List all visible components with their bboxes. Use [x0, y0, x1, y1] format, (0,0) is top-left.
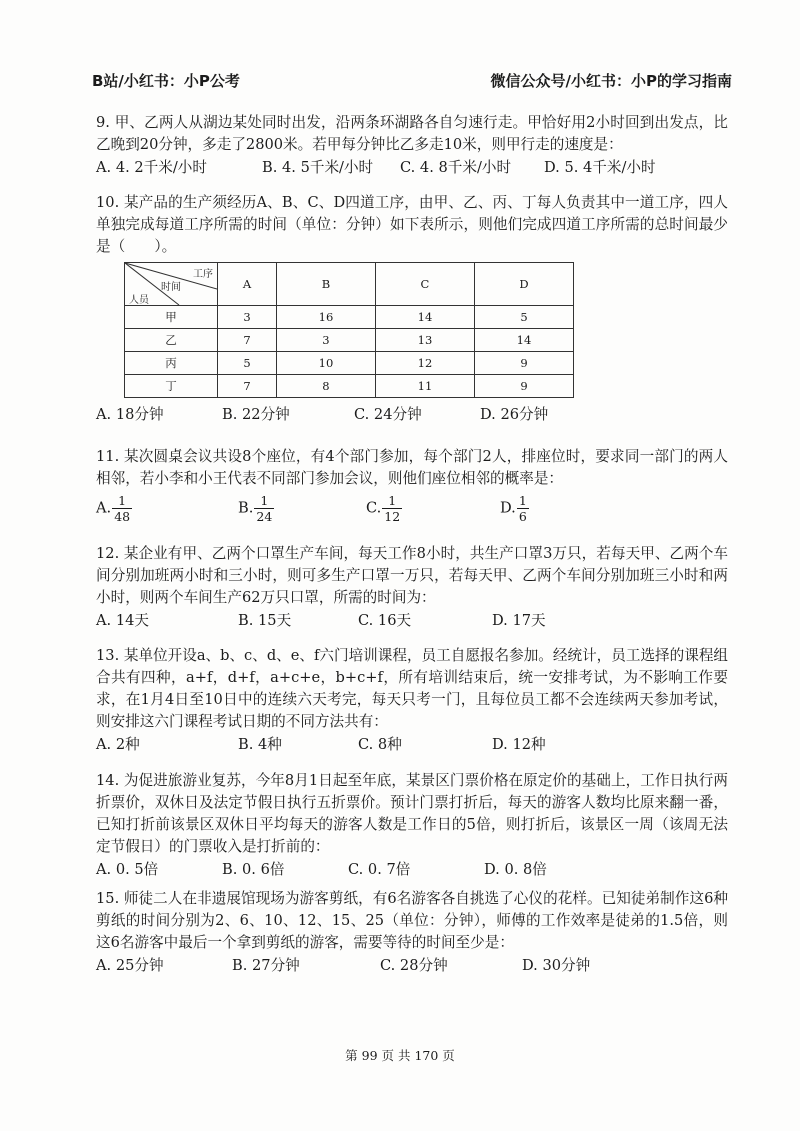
options: [96, 491, 728, 533]
denominator: 12: [384, 509, 401, 524]
option-b: B. 15天: [238, 612, 292, 629]
option-b: B. 22分钟: [222, 406, 290, 423]
table-cell: 16: [276, 306, 375, 329]
column-header: B: [276, 263, 375, 306]
row-header: 甲: [125, 306, 218, 329]
corner-label-time: 时间: [161, 282, 181, 293]
row-header: 丙: [125, 352, 218, 375]
fraction: [112, 493, 132, 524]
page-header: [92, 70, 732, 96]
row-header: 乙: [125, 329, 218, 352]
table-cell: 3: [276, 329, 375, 352]
row-header: 丁: [125, 375, 218, 398]
numerator: 1: [518, 493, 527, 508]
option-b: [238, 493, 274, 524]
question-13: [96, 645, 728, 758]
column-header: D: [474, 263, 573, 306]
numerator: 1: [112, 493, 132, 509]
option-a: A. 4. 2千米/小时: [96, 159, 207, 176]
option-d: D. 26分钟: [480, 406, 549, 423]
table-cell: 9: [474, 352, 573, 375]
option-label: B.: [238, 499, 254, 517]
question-text: 11. 某次圆桌会议共设8个座位，有4个部门参加，每个部门2人，排座位时，要求同一部门的两人相邻，若小李和小王代表不同部门参加会议，则他们座位相邻的概率是：: [96, 448, 728, 487]
question-text: 14. 为促进旅游业复苏，今年8月1日起至年底，某景区门票价格在原定价的基础上，工作日执行两折票价，双休日及法定节假日执行五折票价。预计门票打折后，每天的游客人数均比原来翻一番，已知打折前该景区双休日平均每天的游客人数是工作日的5倍，则打折后，该景区一周（该周无法定节假日）的门票收入是打折前的：: [96, 772, 728, 855]
denominator: 6: [518, 509, 527, 524]
numerator: 1: [382, 493, 402, 509]
option-a: [96, 493, 132, 524]
question-14: [96, 770, 728, 883]
option-a: A. 2种: [96, 736, 140, 753]
option-d: D. 17天: [492, 612, 546, 629]
option-c: C. 0. 7倍: [348, 861, 411, 878]
table-cell: 11: [375, 375, 474, 398]
denominator: 48: [114, 509, 131, 524]
option-label: D.: [500, 499, 516, 517]
table-corner-cell: [125, 263, 218, 306]
option-a: A. 18分钟: [96, 406, 164, 423]
process-time-table: [124, 262, 574, 398]
question-9: [96, 112, 728, 181]
question-15: [96, 888, 728, 979]
option-a: A. 0. 5倍: [96, 861, 159, 878]
options: [96, 955, 728, 979]
option-d: D. 30分钟: [522, 957, 591, 974]
option-c: C. 16天: [358, 612, 412, 629]
option-d: D. 12种: [492, 736, 546, 753]
options: [96, 734, 728, 758]
option-c: C. 8种: [358, 736, 402, 753]
option-label: A.: [96, 499, 112, 517]
option-d: [500, 493, 529, 524]
option-b: B. 0. 6倍: [222, 861, 285, 878]
fraction: [254, 493, 274, 524]
question-text: 13. 某单位开设a、b、c、d、e、f六门培训课程，员工自愿报名参加。经统计，员工选择的课程组合共有四种，a+f，d+f，a+c+e，b+c+f，所有培训结束后，统一安排考试，为不影响工作要求，在1月4日至10日中的连续六天考完，每天只考一门，且每位员工都不会连续两天参加考试，则安排这六门课程考试日期的不同方法共有：: [96, 647, 729, 730]
options: [96, 404, 728, 428]
table-cell: 3: [218, 306, 277, 329]
header-left-source: B站/小红书：小P公考: [92, 72, 240, 90]
question-11: [96, 446, 728, 533]
table-cell: 5: [474, 306, 573, 329]
denominator: 24: [256, 509, 273, 524]
page-number: 第 99 页 共 170 页: [345, 1048, 455, 1063]
option-a: A. 25分钟: [96, 957, 164, 974]
option-a: A. 14天: [96, 612, 149, 629]
option-c: [366, 493, 402, 524]
table-row: [125, 306, 574, 329]
question-text: 10. 某产品的生产须经历A、B、C、D四道工序，由甲、乙、丙、丁每人负责其中一道工序，四人单独完成每道工序所需的时间（单位：分钟）如下表所示，则他们完成四道工序所需的总时间最少是（ ）。: [96, 194, 728, 255]
option-d: D. 5. 4千米/小时: [544, 159, 656, 176]
option-b: B. 4种: [238, 736, 282, 753]
option-d: D. 0. 8倍: [484, 861, 547, 878]
option-c: C. 28分钟: [380, 957, 448, 974]
fraction: [517, 493, 529, 524]
table-row: [125, 352, 574, 375]
column-header: C: [375, 263, 474, 306]
table-cell: 9: [474, 375, 573, 398]
table-row: [125, 329, 574, 352]
option-b: B. 4. 5千米/小时: [262, 159, 374, 176]
table-cell: 8: [276, 375, 375, 398]
table-cell: 13: [375, 329, 474, 352]
option-label: C.: [366, 499, 382, 517]
column-header: A: [218, 263, 277, 306]
table-cell: 14: [375, 306, 474, 329]
options: [96, 157, 728, 181]
table-header-row: [125, 263, 574, 306]
options: [96, 859, 728, 883]
numerator: 1: [254, 493, 274, 509]
options: [96, 610, 728, 634]
fraction: [382, 493, 402, 524]
table-cell: 7: [218, 329, 277, 352]
option-c: C. 4. 8千米/小时: [400, 159, 512, 176]
header-right-source: 微信公众号/小红书：小P的学习指南: [490, 72, 732, 90]
table-row: [125, 375, 574, 398]
corner-label-person: 人员: [129, 295, 149, 306]
question-text: 12. 某企业有甲、乙两个口罩生产车间，每天工作8小时，共生产口罩3万只，若每天甲、乙两个车间分别加班两小时和三小时，则可多生产口罩一万只，若每天甲、乙两个车间分别加班三小时和两小时，则两个车间生产62万只口罩，所需的时间为：: [96, 545, 728, 606]
table-cell: 14: [474, 329, 573, 352]
question-text: 9. 甲、乙两人从湖边某处同时出发，沿两条环湖路各自匀速行走。甲恰好用2小时回到出发点，比乙晚到20分钟，多走了2800米。若甲每分钟比乙多走10米，则甲行走的速度是：: [96, 114, 728, 153]
question-10: [96, 192, 728, 428]
option-c: C. 24分钟: [354, 406, 422, 423]
corner-label-process: 工序: [193, 269, 213, 280]
table-cell: 12: [375, 352, 474, 375]
table-cell: 5: [218, 352, 277, 375]
table-cell: 7: [218, 375, 277, 398]
question-12: [96, 543, 728, 634]
option-b: B. 27分钟: [232, 957, 300, 974]
question-text: 15. 师徒二人在非遗展馆现场为游客剪纸，有6名游客各自挑选了心仪的花样。已知徒弟制作这6种剪纸的时间分别为2、6、10、12、15、25（单位：分钟），师傅的工作效率是徒弟的1.5倍，则这6名游客中最后一个拿到剪纸的游客，需要等待的时间至少是：: [96, 890, 728, 951]
table-cell: 10: [276, 352, 375, 375]
